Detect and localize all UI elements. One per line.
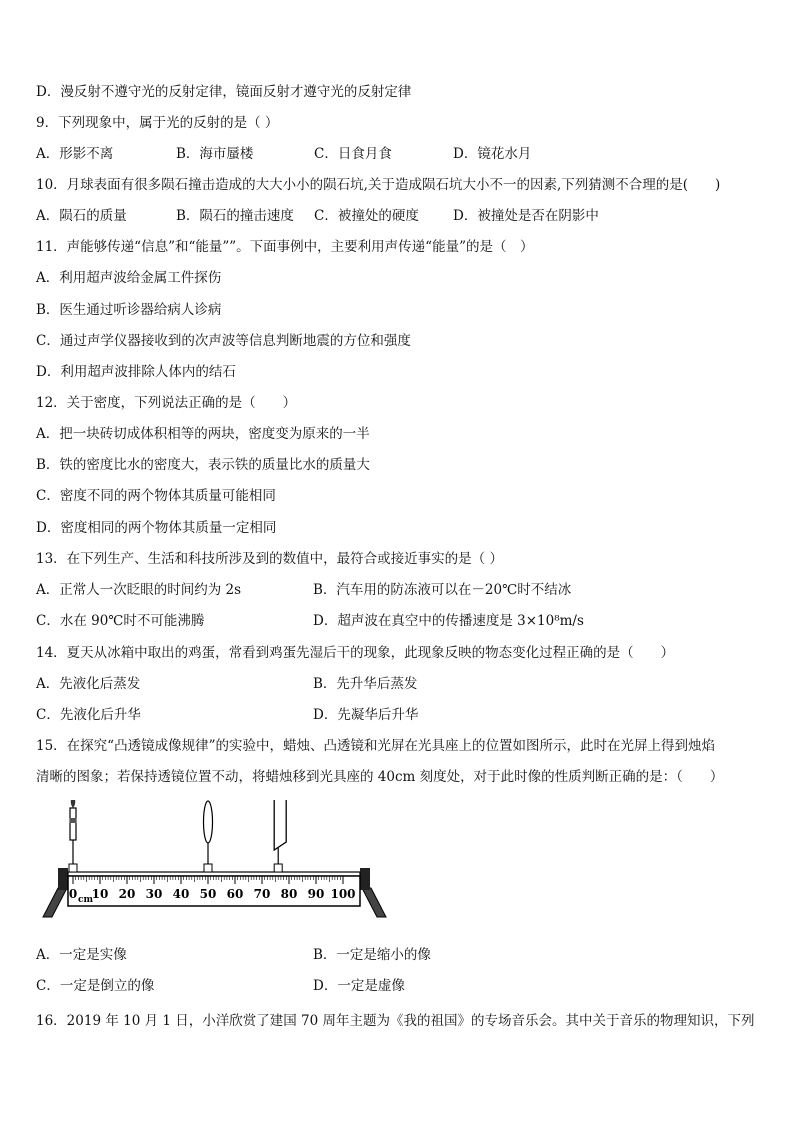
candle-body [70,808,76,840]
bench-left-leg [43,888,67,917]
q12-option-a: A．把一块砖切成体积相等的两块，密度变为原来的一半 [36,426,370,442]
q14-stem: 14．夏天从冰箱中取出的鸡蛋，常看到鸡蛋先湿后干的现象，此现象反映的物态变化过程正确的是（ ） [36,645,675,661]
q14-option-b: B．先升华后蒸发 [313,676,418,692]
q10-option-a: A．陨石的质量 [36,208,127,224]
q11-option-d: D．利用超声波排除人体内的结石 [36,364,236,380]
screen-holder-clamp [274,864,282,872]
q9-option-d: D．镜花水月 [453,146,532,162]
ruler-unit-label: cm [78,895,94,905]
ruler-tick-label: 0 [68,887,78,901]
ruler-tick-label: 80 [280,887,298,901]
q13-stem: 13．在下列生产、生活和科技所涉及到的数值中，最符合或接近事实的是（ ） [36,551,503,567]
ruler-tick-label: 10 [91,887,109,901]
q8-option-d: D．漫反射不遵守光的反射定律，镜面反射才遵守光的反射定律 [36,84,412,100]
ruler-tick-label: 50 [199,887,217,901]
q13-option-c: C．水在 90℃时不可能沸腾 [36,613,205,629]
q9-stem: 9．下列现象中，属于光的反射的是（ ） [36,115,279,131]
q11-option-a: A．利用超声波给金属工件探伤 [36,270,222,286]
q14-option-a: A．先液化后蒸发 [36,676,141,692]
bench-right-end [360,868,370,890]
q9-option-c: C．日食月食 [314,146,392,162]
candle [69,800,77,872]
q11-option-b: B．医生通过听诊器给病人诊病 [36,302,222,318]
bench-right-leg [362,888,386,917]
q15-option-a: A．一定是实像 [36,947,127,963]
lens-glass [204,801,213,843]
q16-stem: 16．2019 年 10 月 1 日，小洋欣赏了建国 70 周年主题为《我的祖国》的专场音乐会。其中关于音乐的物理知识，下列 [36,1013,755,1029]
q10-option-d: D．被撞处是否在阴影中 [453,208,599,224]
q13-option-d: D．超声波在真空中的传播速度是 3×10⁸m/s [313,613,584,629]
q15-option-c: C．一定是倒立的像 [36,978,155,994]
q10-stem: 10．月球表面有很多陨石撞击造成的大大小小的陨石坑,关于造成陨石坑大小不一的因素,下列猜测不合理的是( ) [36,177,721,193]
q12-option-c: C．密度不同的两个物体其质量可能相同 [36,488,276,504]
candle-band [70,818,77,823]
q15-stem-line1: 15．在探究“凸透镜成像规律”的实验中，蜡烛、凸透镜和光屏在光具座上的位置如图所示，此时在光屏上得到烛焰 [36,738,715,754]
bench-left-end [58,868,68,890]
q9-option-a: A．形影不离 [36,146,114,162]
ruler-tick-label: 70 [253,887,271,901]
convex-lens [204,801,213,872]
q15-option-d: D．一定是虚像 [313,978,405,994]
optical-bench-figure [40,800,390,922]
q15-stem-line2: 清晰的图象；若保持透镜位置不动，将蜡烛移到光具座的 40cm 刻度处，对于此时像的性质判断正确的是：（ ） [36,769,724,785]
q11-stem: 11．声能够传递“信息”和“能量””。下面事例中，主要利用声传递“能量”的是（ ） [36,239,534,255]
q13-option-b: B．汽车用的防冻液可以在－20℃时不结冰 [313,582,572,598]
q13-option-a: A．正常人一次眨眼的时间约为 2s [36,582,242,598]
q10-option-c: C．被撞处的硬度 [314,208,419,224]
q12-stem: 12．关于密度，下列说法正确的是（ ） [36,395,297,411]
ruler-tick-label: 90 [307,887,325,901]
ruler-tick-label: 20 [118,887,136,901]
q12-option-b: B．铁的密度比水的密度大，表示铁的质量比水的质量大 [36,457,370,473]
ruler-tick-label: 60 [226,887,244,901]
ruler-tick-label: 40 [172,887,190,901]
q14-option-d: D．先凝华后升华 [313,707,419,723]
light-screen [274,800,286,872]
q14-option-c: C．先液化后升华 [36,707,141,723]
candle-flame [71,800,76,808]
ruler-tick-label: 30 [145,887,163,901]
screen-panel [274,800,286,850]
ruler-tick-label: 100 [330,887,356,901]
q15-option-b: B．一定是缩小的像 [313,947,431,963]
lens-holder-clamp [204,864,212,872]
q10-option-b: B．陨石的撞击速度 [176,208,294,224]
q9-option-b: B．海市蜃楼 [176,146,254,162]
q12-option-d: D．密度相同的两个物体其质量一定相同 [36,520,277,536]
candle-holder-clamp [69,864,77,872]
q11-option-c: C．通过声学仪器接收到的次声波等信息判断地震的方位和强度 [36,333,411,349]
